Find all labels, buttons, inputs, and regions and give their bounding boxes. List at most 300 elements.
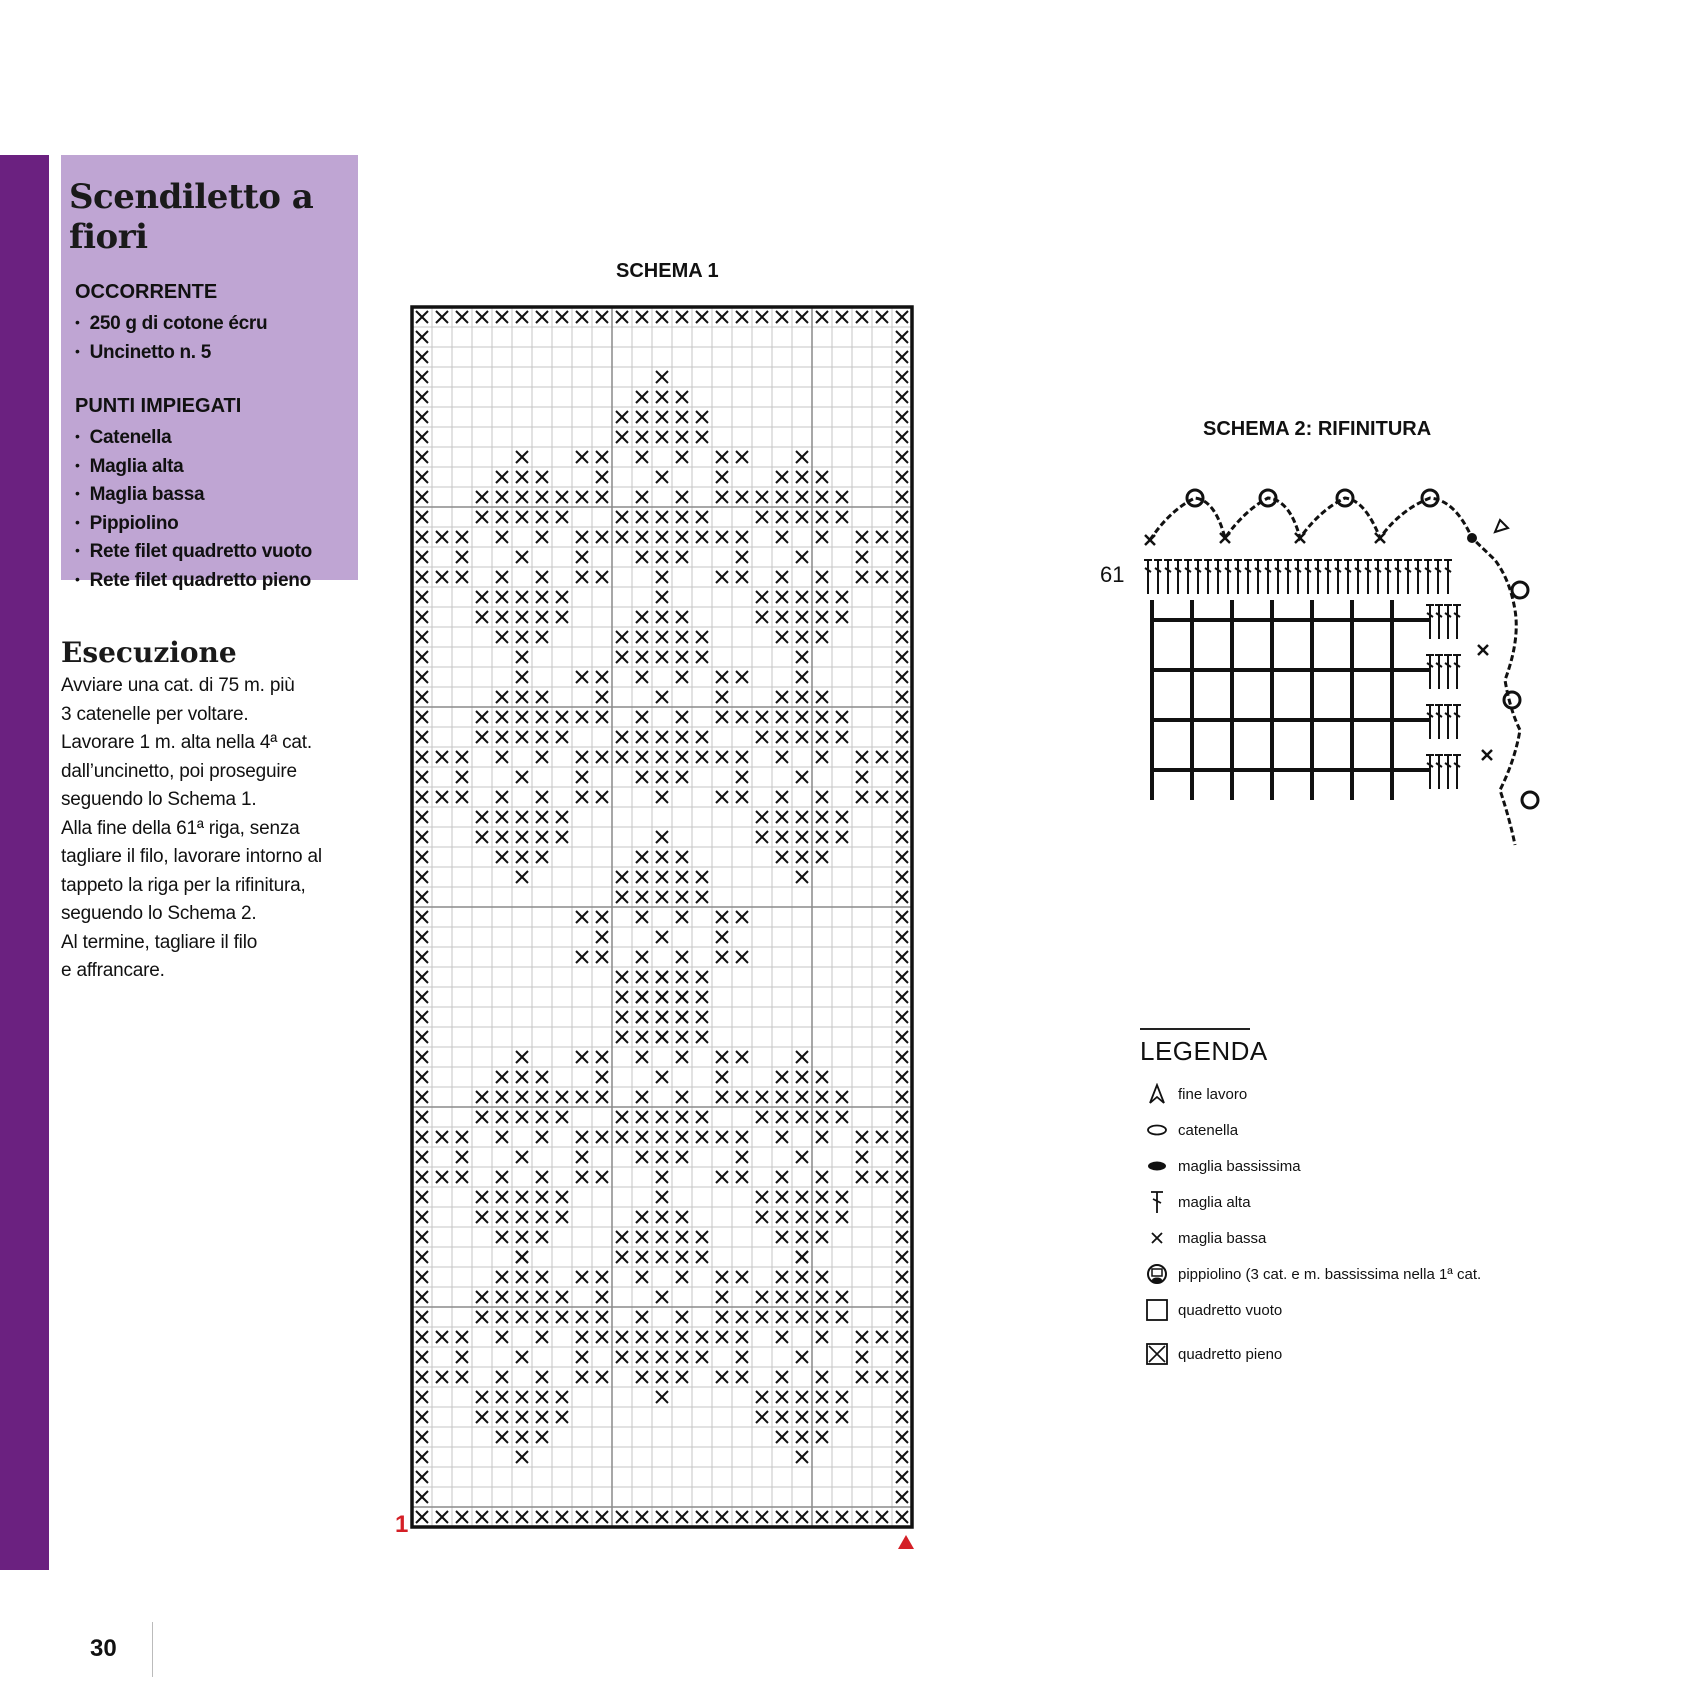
filled-square [896,1271,908,1283]
filled-square [676,551,688,563]
filled-square [496,471,508,483]
filled-square [636,1031,648,1043]
filled-square [896,1371,908,1383]
filled-square [636,851,648,863]
filled-square [796,851,808,863]
filled-square [416,1311,428,1323]
treble-mark [1444,655,1452,689]
filled-square [636,711,648,723]
filled-square [416,1451,428,1463]
filled-square [816,491,828,503]
filled-square [416,331,428,343]
filled-square [776,691,788,703]
filled-square [676,751,688,763]
filled-square [496,1171,508,1183]
legend-label: maglia bassa [1178,1229,1267,1247]
filled-square [896,851,908,863]
instruction-line: dall’uncinetto, poi proseguire [61,760,297,782]
filled-square [616,1331,628,1343]
filled-square [416,1271,428,1283]
filled-square [576,1311,588,1323]
list-item: • Pippiolino [75,510,346,539]
filled-square [896,551,908,563]
schema1-title: SCHEMA 1 [616,260,719,282]
filled-square [416,711,428,723]
filled-square [756,1211,768,1223]
filled-square [416,1291,428,1303]
filled-square [536,471,548,483]
filled-square [836,591,848,603]
filled-square [636,771,648,783]
filled-square [816,1231,828,1243]
treble-mark [1444,755,1452,789]
filled-square [676,651,688,663]
filled-square [516,631,528,643]
instruction-line: seguendo lo Schema 2. [61,903,257,924]
filled-square [756,1291,768,1303]
filled-square [776,1191,788,1203]
filled-square [676,911,688,923]
filled-square [776,531,788,543]
filled-square [456,1131,468,1143]
filled-square [816,811,828,823]
filled-square [776,751,788,763]
filled-square [536,691,548,703]
fine-lavoro-icon [1140,1083,1174,1105]
filled-square [876,751,888,763]
filled-square [756,1391,768,1403]
filled-square [756,831,768,843]
filled-square [416,631,428,643]
filled-square [676,891,688,903]
filled-square [896,1291,908,1303]
filled-square [796,1311,808,1323]
filled-square [576,571,588,583]
filled-square [556,831,568,843]
filled-square [656,791,668,803]
filled-square [716,311,728,323]
filled-square [596,311,608,323]
filled-square [656,1251,668,1263]
filled-square [756,1091,768,1103]
filled-square [576,1271,588,1283]
filled-square [516,1051,528,1063]
filled-square [596,951,608,963]
filled-square [716,491,728,503]
filled-square [536,611,548,623]
filled-square [516,1311,528,1323]
filled-square [656,991,668,1003]
filled-square [856,1511,868,1523]
filled-square [756,1411,768,1423]
filled-square [776,1271,788,1283]
filled-square [716,751,728,763]
filled-square [896,1131,908,1143]
filled-square [556,1191,568,1203]
filled-square [416,1071,428,1083]
filled-square [776,1391,788,1403]
filled-square [536,1391,548,1403]
filled-square [736,551,748,563]
filled-square [456,751,468,763]
filled-square [696,1131,708,1143]
filled-square [536,311,548,323]
filled-square [636,991,648,1003]
filled-square [536,591,548,603]
filled-square [896,771,908,783]
filled-square [896,1411,908,1423]
filled-square [516,311,528,323]
filled-square [516,1091,528,1103]
filled-square [896,531,908,543]
filled-square [656,1351,668,1363]
filled-square [776,471,788,483]
treble-mark [1435,755,1443,789]
treble-mark [1304,560,1312,594]
filled-square [736,491,748,503]
execution-instructions [61,672,361,986]
filled-square [896,791,908,803]
filled-square [736,771,748,783]
side-accent-bar [0,155,49,1570]
filled-square [836,611,848,623]
filled-square [816,731,828,743]
filled-square [716,791,728,803]
filled-square [516,871,528,883]
filled-square [576,1171,588,1183]
filled-square [836,1111,848,1123]
treble-mark [1414,560,1422,594]
filled-square [676,1211,688,1223]
filled-square [556,711,568,723]
filled-square [656,1211,668,1223]
filled-square [896,991,908,1003]
filled-square [576,771,588,783]
legend-rule [1140,1028,1250,1030]
filled-square [636,1331,648,1343]
filled-square [796,471,808,483]
filled-square [416,891,428,903]
filled-square [596,711,608,723]
filled-square [696,751,708,763]
filled-square [516,1271,528,1283]
filled-square [456,791,468,803]
filled-square [896,1011,908,1023]
filled-square [896,671,908,683]
filled-square [596,471,608,483]
filled-square [636,431,648,443]
filled-square [476,1311,488,1323]
filled-square [416,451,428,463]
filled-square [816,531,828,543]
filled-square [796,671,808,683]
stitches-list [75,424,346,595]
filled-square [616,1131,628,1143]
filled-square [796,711,808,723]
filled-square [536,1111,548,1123]
filled-square [676,531,688,543]
filled-square [896,591,908,603]
treble-mark [1354,560,1362,594]
filled-square [736,751,748,763]
filled-square [556,1291,568,1303]
filled-square [736,1511,748,1523]
list-item: • Rete filet quadretto pieno [75,567,346,596]
filled-square [796,591,808,603]
filled-square [636,1111,648,1123]
legend [1140,1028,1520,1377]
filled-square [816,1391,828,1403]
filled-square [636,1271,648,1283]
filled-square [756,1111,768,1123]
filled-square [676,851,688,863]
filled-square [736,1151,748,1163]
filled-square [776,311,788,323]
filled-square [496,831,508,843]
filled-square [776,611,788,623]
filled-square [756,491,768,503]
filled-square [596,931,608,943]
filled-square [696,731,708,743]
filled-square [596,1271,608,1283]
filled-square [756,1311,768,1323]
filled-square [716,691,728,703]
filled-square [816,1431,828,1443]
filled-square [676,1231,688,1243]
filled-square [496,691,508,703]
filled-square [676,611,688,623]
filled-square [636,631,648,643]
treble-mark [1164,560,1172,594]
filled-square [416,1371,428,1383]
filled-square [556,1091,568,1103]
filled-square [776,1411,788,1423]
filled-square [516,651,528,663]
filled-square [896,971,908,983]
filled-square [456,1151,468,1163]
filled-square [676,451,688,463]
filled-square [416,471,428,483]
treble-mark [1154,560,1162,594]
legend-label: fine lavoro [1178,1085,1248,1103]
filled-square [516,771,528,783]
filled-square [676,951,688,963]
filled-square [536,1311,548,1323]
filled-square [656,511,668,523]
filled-square [796,1431,808,1443]
filled-square [456,1351,468,1363]
filled-square [416,1491,428,1503]
filled-square [516,491,528,503]
filled-square [416,691,428,703]
filled-square [476,1211,488,1223]
filled-square [476,1411,488,1423]
filled-square [896,831,908,843]
filled-square [716,1511,728,1523]
filled-square [616,891,628,903]
filled-square [656,1071,668,1083]
filled-square [676,391,688,403]
filled-square [576,711,588,723]
filled-square [536,491,548,503]
filled-square [776,1171,788,1183]
filled-square [836,491,848,503]
treble-mark [1284,560,1292,594]
filled-square [636,531,648,543]
filled-square [596,911,608,923]
filled-square [816,611,828,623]
filled-square [776,831,788,843]
grid-guide-lines [412,307,912,1527]
filled-square [676,671,688,683]
filled-square [416,1251,428,1263]
filled-square [676,311,688,323]
filled-square [656,631,668,643]
filled-square [416,871,428,883]
filled-square [876,1511,888,1523]
filled-square [896,931,908,943]
filled-square [776,1311,788,1323]
page-number: 30 [90,1635,117,1662]
filled-square [616,731,628,743]
filled-square [416,1431,428,1443]
filled-square [896,331,908,343]
filled-square [716,1291,728,1303]
filled-square [836,1311,848,1323]
filled-square [496,731,508,743]
filled-square [736,791,748,803]
filled-square [676,971,688,983]
filled-square [476,1511,488,1523]
filled-square [596,491,608,503]
filled-square [456,311,468,323]
filled-square [496,1431,508,1443]
filled-square [656,1151,668,1163]
filled-square [616,1031,628,1043]
list-item: • 250 g di cotone écru [75,310,346,339]
filled-square [856,1151,868,1163]
filled-square [416,1231,428,1243]
filled-square [676,431,688,443]
filled-square [576,1511,588,1523]
catenella-icon [1140,1124,1174,1136]
filled-square [896,1511,908,1523]
filled-square [656,1031,668,1043]
filled-square [676,1011,688,1023]
filled-square [676,1311,688,1323]
filled-square [536,1131,548,1143]
filled-square [536,1211,548,1223]
filled-square [576,491,588,503]
filled-square [816,1411,828,1423]
filled-square [896,751,908,763]
filled-square [756,311,768,323]
filled-square [796,1411,808,1423]
filled-square [716,931,728,943]
quadretto-pieno-icon [1140,1342,1174,1366]
filled-square [876,571,888,583]
treble-mark [1184,560,1192,594]
filled-square [836,831,848,843]
filled-square [796,811,808,823]
filled-square [496,1391,508,1403]
filled-square [776,1371,788,1383]
filled-square [436,571,448,583]
filled-square [516,1431,528,1443]
filled-square [716,671,728,683]
filled-square [696,891,708,903]
legend-item [1140,1117,1520,1143]
filled-square [896,1091,908,1103]
filled-square [896,491,908,503]
filled-square [896,891,908,903]
filled-square [636,1011,648,1023]
filled-square [496,1191,508,1203]
filled-square [416,1011,428,1023]
filled-square [896,1151,908,1163]
filled-square [536,711,548,723]
filled-square [496,1111,508,1123]
legend-label: pippiolino (3 cat. e m. bassissima nella 1ª cat. [1178,1265,1482,1283]
filled-square [476,731,488,743]
filled-square [596,691,608,703]
filled-square [456,1171,468,1183]
filled-square [596,1171,608,1183]
filled-square [716,951,728,963]
filled-square [796,1151,808,1163]
filled-square [496,711,508,723]
filled-square [816,511,828,523]
treble-mark [1344,560,1352,594]
legend-label: quadretto pieno [1178,1345,1283,1363]
filled-square [456,1511,468,1523]
filled-square [416,1211,428,1223]
filled-square [416,1331,428,1343]
filled-square [556,611,568,623]
filled-square [416,351,428,363]
filled-square [796,1291,808,1303]
stitches-heading: PUNTI IMPIEGATI [75,395,242,417]
filled-square [796,451,808,463]
filled-square [576,1351,588,1363]
filled-square [696,871,708,883]
pattern-title: Scendiletto a fiori [69,177,314,257]
filled-square [576,951,588,963]
filled-square [516,471,528,483]
filled-square [576,1051,588,1063]
filled-square [896,1111,908,1123]
filled-square [736,1171,748,1183]
filled-square [616,511,628,523]
treble-mark [1444,705,1452,739]
filled-square [436,1131,448,1143]
filled-square [516,551,528,563]
filled-square [616,651,628,663]
filled-square [416,991,428,1003]
filled-square [616,431,628,443]
filled-square [456,571,468,583]
filled-square [736,1051,748,1063]
filet-chart [410,305,918,1530]
filled-square [656,971,668,983]
filled-square [896,1071,908,1083]
filled-square [656,1331,668,1343]
filled-square [776,1091,788,1103]
treble-mark [1394,560,1402,594]
filled-square [656,571,668,583]
filled-square [776,711,788,723]
filled-square [556,1511,568,1523]
